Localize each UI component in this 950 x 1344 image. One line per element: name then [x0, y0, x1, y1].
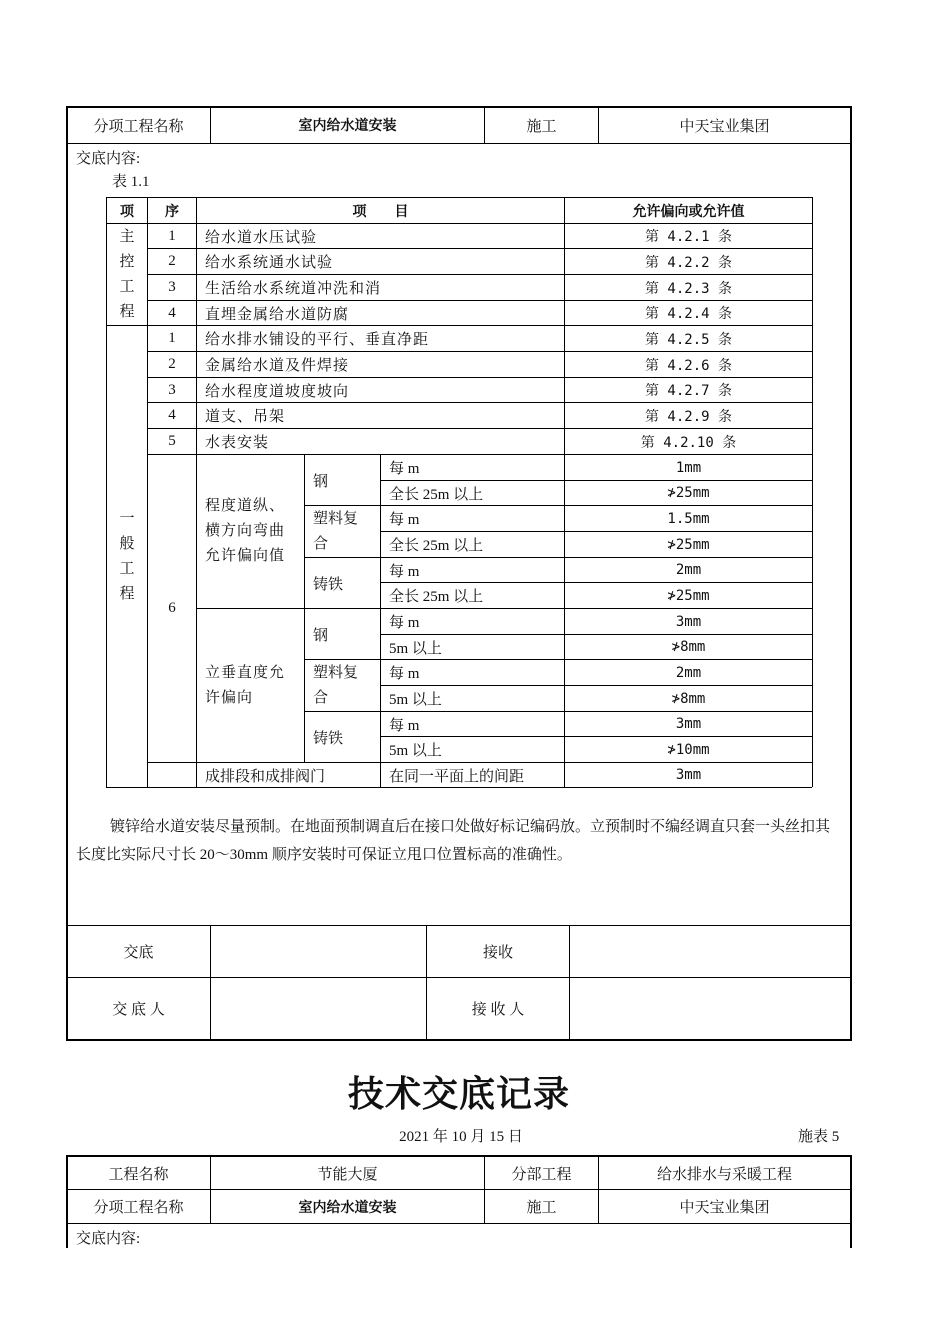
material-label: 铸铁 — [313, 730, 344, 747]
condition-cell: 在同一平面上的间距 — [389, 768, 525, 785]
value-cell: 2mm — [675, 664, 702, 681]
general-group-label: 一般工程 — [119, 510, 135, 602]
condition-cell: 5m 以上 — [389, 640, 442, 657]
table-row-item: 道支、吊架 — [205, 409, 286, 425]
value-cell: 1mm — [675, 459, 702, 476]
material-label: 铸铁 — [313, 576, 344, 593]
table-row-value: 第 4.2.2 条 — [644, 254, 732, 271]
table-row-item: 给水程度道坡度坡向 — [205, 383, 350, 400]
value-cell: ≯25mm — [667, 536, 710, 553]
col-item-header: 项 — [120, 203, 134, 220]
sub-project-value: 室内给水道安装 — [298, 1199, 397, 1216]
division-value: 给水排水与采暖工程 — [656, 1166, 792, 1183]
table-row-item: 水表安装 — [205, 435, 270, 451]
value-cell: ≯25mm — [667, 587, 710, 604]
condition-cell: 5m 以上 — [389, 692, 442, 708]
material-label: 塑料复合 — [313, 664, 359, 706]
table-row-seq: 5 — [168, 433, 176, 449]
value-cell: 3mm — [675, 767, 702, 783]
sub-project-label: 分项工程名称 — [93, 1200, 184, 1216]
condition-cell: 每 m — [389, 666, 420, 682]
condition-cell: 每 m — [389, 717, 420, 734]
table-caption: 表 1.1 — [112, 174, 150, 190]
table-row-seq: 1 — [168, 330, 176, 346]
table-row-item: 金属给水道及件焊接 — [205, 358, 350, 374]
sub-project-value: 室内给水道安装 — [298, 118, 397, 134]
value-cell: ≯10mm — [667, 741, 710, 758]
table-row-seq: 4 — [168, 304, 176, 321]
form-number: 施表 5 — [798, 1129, 840, 1145]
table-row-item: 给水系统通水试验 — [205, 255, 334, 271]
condition-cell: 5m 以上 — [389, 743, 442, 759]
table-row-seq: 3 — [168, 381, 176, 398]
table-row-seq: 2 — [168, 253, 176, 269]
table-row-item: 给水排水铺设的平行、垂直净距 — [205, 332, 430, 348]
condition-cell: 每 m — [389, 563, 420, 580]
receive-signature-field[interactable] — [570, 926, 850, 977]
construction-label: 施工 — [526, 118, 557, 135]
table-row-value: 第 4.2.9 条 — [644, 408, 732, 425]
construction-unit: 中天宝业集团 — [679, 1200, 770, 1216]
condition-cell: 每 m — [389, 615, 420, 631]
value-cell: 2mm — [675, 562, 702, 578]
project-name-label: 工程名称 — [108, 1166, 169, 1183]
table-row-item: 成排段和成排阀门 — [205, 768, 326, 785]
table-row-item: 直埋金属给水道防腐 — [205, 306, 350, 323]
discloser-signature-field[interactable] — [211, 978, 426, 1039]
page-title: 技术交底记录 — [347, 1074, 570, 1115]
condition-cell: 全长 25m 以上 — [389, 589, 484, 605]
content-label-2: 交底内容: — [76, 1231, 141, 1247]
receiver-signature-field[interactable] — [570, 978, 850, 1039]
col-allow-header: 允许偏向或允许值 — [632, 203, 745, 220]
project-name-value: 节能大厦 — [317, 1166, 378, 1183]
col-project-header: 项 目 — [352, 203, 409, 220]
table-row-seq: 3 — [168, 279, 176, 295]
table-row-value: 第 4.2.7 条 — [644, 383, 732, 399]
col-seq-header: 序 — [165, 203, 179, 220]
condition-cell: 每 m — [389, 512, 420, 528]
vertical-deviation-label: 立垂直度允许偏向 — [205, 664, 286, 706]
value-cell: ≯8mm — [671, 639, 706, 655]
record-date: 2021 年 10 月 15 日 — [399, 1129, 523, 1145]
table-row-value: 第 4.2.5 条 — [644, 331, 732, 348]
disclose-label: 交底 — [123, 945, 154, 961]
value-cell: 1.5mm — [667, 510, 710, 527]
table-row-value: 第 4.2.4 条 — [644, 306, 732, 322]
discloser-label: 交 底 人 — [112, 1002, 165, 1018]
material-label: 塑料复合 — [313, 510, 359, 552]
table-row-item: 生活给水系统道冲洗和消 — [205, 281, 382, 297]
table-row-value: 第 4.2.1 条 — [644, 229, 732, 245]
receiver-label: 接 收 人 — [471, 1002, 525, 1018]
value-cell: 3mm — [675, 613, 702, 630]
disclose-signature-field[interactable] — [211, 926, 426, 977]
table-row-seq: 4 — [168, 407, 176, 423]
condition-cell: 全长 25m 以上 — [389, 538, 484, 554]
condition-cell: 每 m — [389, 461, 420, 477]
table-row-value: 第 4.2.3 条 — [644, 280, 732, 297]
table-row-seq: 2 — [168, 356, 176, 372]
table-row-seq: 1 — [168, 227, 176, 244]
receive-label: 接收 — [482, 945, 513, 961]
material-label: 钢 — [313, 473, 329, 490]
value-cell: ≯8mm — [671, 690, 706, 707]
table-row-value: 第 4.2.10 条 — [640, 434, 737, 451]
value-cell: ≯25mm — [667, 485, 710, 501]
main-group-label: 主控工程 — [119, 228, 135, 320]
deviation-seq: 6 — [168, 600, 176, 616]
disclosure-paragraph: 镀锌给水道安装尽量预制。在地面预制调直后在接口处做好标记编码放。立预制时不编经调直只套一头丝扣其长度比实际尺寸长 20～30mm 顺序安装时可保证立甩口位置标高的准确性。 — [76, 819, 831, 863]
content-label: 交底内容: — [76, 151, 141, 167]
material-label: 钢 — [313, 627, 329, 644]
construction-label: 施工 — [526, 1200, 557, 1216]
sub-project-label: 分项工程名称 — [93, 118, 184, 135]
value-cell: 3mm — [675, 716, 702, 732]
table-row-item: 给水道水压试验 — [205, 229, 318, 246]
construction-unit: 中天宝业集团 — [679, 118, 770, 135]
division-label: 分部工程 — [511, 1166, 572, 1183]
horizontal-deviation-label: 程度道纵、横方向弯曲允许偏向值 — [205, 498, 286, 564]
condition-cell: 全长 25m 以上 — [389, 486, 484, 503]
table-row-value: 第 4.2.6 条 — [644, 357, 732, 374]
